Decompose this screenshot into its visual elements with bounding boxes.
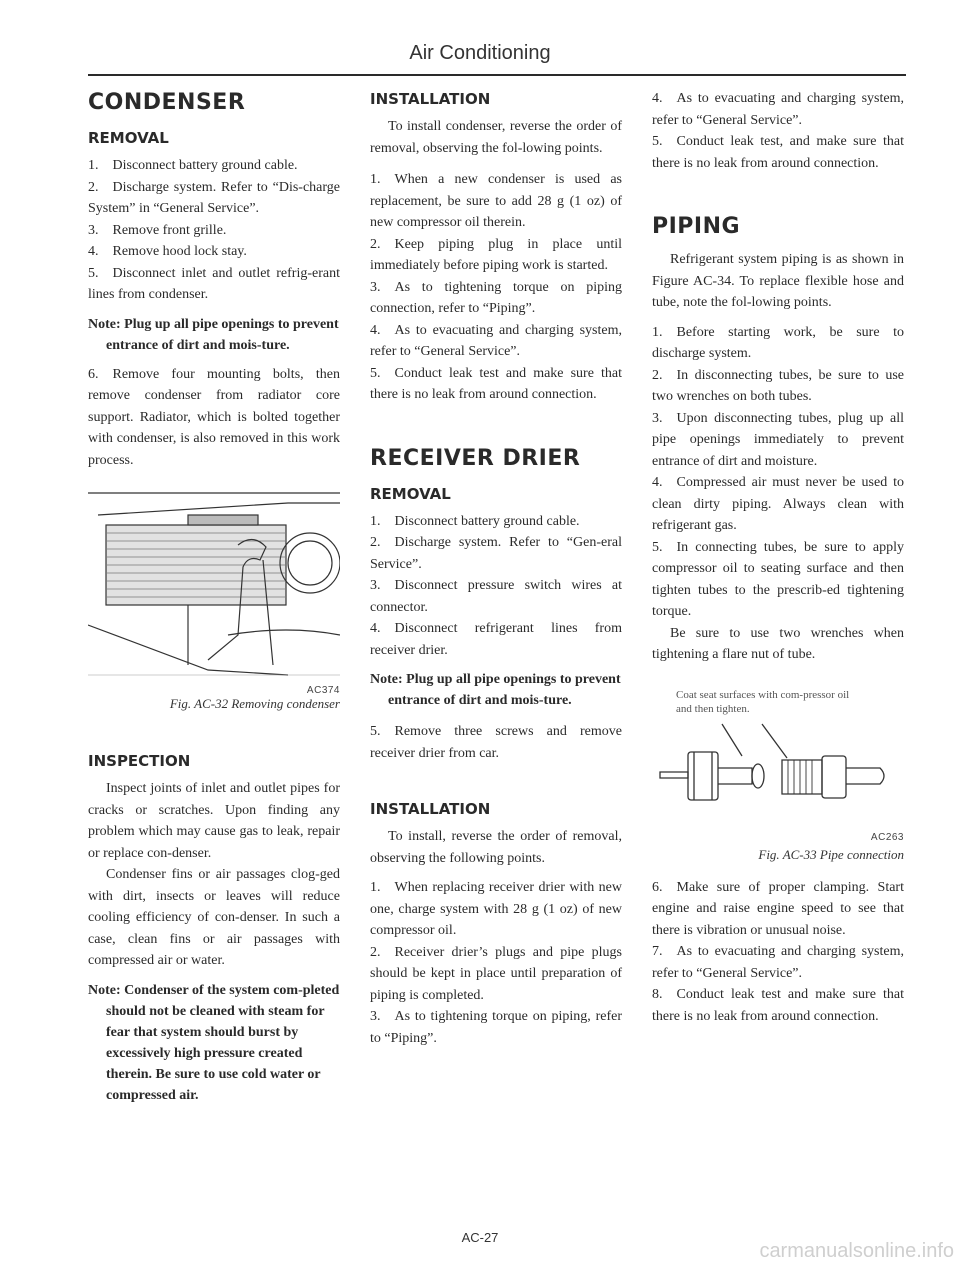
paragraph: To install, reverse the order of removal, observing the following points. xyxy=(370,829,622,866)
note-label: Note: xyxy=(370,672,403,687)
subsection-title-removal: REMOVAL xyxy=(88,129,169,147)
note-cleaning xyxy=(88,980,340,1106)
subsection-title-inspection: INSPECTION xyxy=(88,752,191,770)
note-text: Plug up all pipe openings to prevent entrance of dirt and mois-ture. xyxy=(388,672,621,708)
list-item: 1. Disconnect battery ground cable. xyxy=(88,158,298,173)
list-item: 4. As to evacuating and charging system, refer to “General Service”. xyxy=(652,91,904,128)
figure-code: AC263 xyxy=(870,831,904,843)
list-item: 5. Disconnect inlet and outlet refrig-erant lines from condenser. xyxy=(88,265,340,302)
list-item: 5. In connecting tubes, be sure to apply compressor oil to seating surface and then tighten tubes to the prescrib-ed tightening torque. xyxy=(652,539,904,619)
paragraph: Inspect joints of inlet and outlet pipes for cracks or scratches. Upon finding any problem which may cause gas to leak, repair or replace con-denser. xyxy=(88,781,340,861)
list-item: 2. Receiver drier’s plugs and pipe plugs should be kept in place until preparation of piping is completed. xyxy=(370,944,622,1003)
list-item: 3. As to tightening torque on piping connection, refer to “Piping”. xyxy=(370,279,622,316)
figure-removing-condenser xyxy=(88,485,340,712)
list-item: 4. As to evacuating and charging system, refer to “General Service”. xyxy=(370,322,622,359)
list-item: 1. When a new condenser is used as replacement, be sure to add 28 g (1 oz) of new compressor oil therein. xyxy=(370,172,622,230)
figure-caption: Fig. AC-32 Removing condenser xyxy=(169,696,340,711)
paragraph: Condenser fins or air passages clog-ged with dirt, insects or leaves will reduce cooling efficiency of con-denser. In such a case, clean fins or air passages with compressed air or water. xyxy=(88,867,340,968)
list-item: 5. Conduct leak test, and make sure that there is no leak from around connection. xyxy=(652,134,904,171)
figure-code: AC374 xyxy=(306,685,340,696)
paragraph: Be sure to use two wrenches when tightening a flare nut of tube. xyxy=(652,625,904,662)
list-item: 2. Discharge system. Refer to “Dis-charge System” in “General Service”. xyxy=(88,179,340,216)
list-item: 1. Before starting work, be sure to discharge system. xyxy=(652,324,904,361)
note-text: Plug up all pipe openings to prevent entrance of dirt and mois-ture. xyxy=(106,316,339,353)
figure-caption: Fig. AC-33 Pipe connection xyxy=(758,846,904,862)
subsection-title-installation: INSTALLATION xyxy=(370,800,491,818)
list-item: 5. Remove three screws and remove receiver drier from car. xyxy=(370,724,622,761)
section-title-condenser: CONDENSER xyxy=(88,90,246,115)
pipe-connection-illustration xyxy=(652,716,904,826)
list-item: 3. Disconnect pressure switch wires at connector. xyxy=(370,578,622,615)
note-plug-openings xyxy=(370,669,622,711)
paragraph: To install condenser, reverse the order of removal, observing the fol-lowing points. xyxy=(370,119,622,156)
header-rule xyxy=(88,74,906,76)
list-item: 7. As to evacuating and charging system, refer to “General Service”. xyxy=(652,944,904,981)
list-item: 6. Remove four mounting bolts, then remove condenser from radiator core support. Radiator, which is bolted together with condenser, is also removed in this work process. xyxy=(88,366,340,468)
note-label: Note: xyxy=(88,316,121,332)
column-right xyxy=(652,88,904,1027)
column-middle xyxy=(370,88,622,1049)
list-item: 2. In disconnecting tubes, be sure to use two wrenches on both tubes. xyxy=(652,367,904,404)
page-header-title: Air Conditioning xyxy=(409,42,551,64)
subsection-title-removal: REMOVAL xyxy=(370,484,451,503)
list-item: 3. Remove front grille. xyxy=(88,222,227,238)
page-number: AC-27 xyxy=(461,1230,499,1245)
note-text: Condenser of the system com-pleted should not be cleaned with steam for fear that system should burst by excessively high pressure created therein. Be sure to use cold water or compressed air. xyxy=(106,982,340,1103)
section-title-piping: PIPING xyxy=(652,214,741,239)
figure-pipe-connection xyxy=(652,688,904,863)
note-plug-openings xyxy=(88,314,340,356)
list-item: 5. Conduct leak test and make sure that there is no leak from around connection. xyxy=(370,365,622,402)
figure-note: Coat seat surfaces with com-pressor oil and then tighten. xyxy=(676,688,850,715)
list-item: 1. Disconnect battery ground cable. xyxy=(370,513,580,529)
list-item: 1. When replacing receiver drier with new one, charge system with 28 g (1 oz) of new compressor oil. xyxy=(370,880,622,938)
list-item: 3. As to tightening torque on piping, refer to “Piping”. xyxy=(370,1009,622,1046)
list-item: 4. Remove hood lock stay. xyxy=(88,244,247,259)
condenser-illustration xyxy=(88,485,340,685)
list-item: 2. Keep piping plug in place until immediately before piping work is started. xyxy=(370,236,622,273)
list-item: 6. Make sure of proper clamping. Start engine and raise engine speed to see that there is vibration or unusual noise. xyxy=(652,879,904,938)
list-item: 4. Disconnect refrigerant lines from receiver drier. xyxy=(370,621,622,658)
list-item: 2. Discharge system. Refer to “Gen-eral Service”. xyxy=(370,535,622,572)
paragraph: Refrigerant system piping is as shown in Figure AC-34. To replace flexible hose and tube, note the fol-lowing points. xyxy=(652,252,904,310)
list-item: 8. Conduct leak test and make sure that there is no leak from around connection. xyxy=(652,987,904,1024)
list-item: 4. Compressed air must never be used to clean dirty piping. Always clean with refrigerant gas. xyxy=(652,475,904,533)
note-label: Note: xyxy=(88,982,121,998)
section-title-receiver-drier: RECEIVER DRIER xyxy=(370,445,581,471)
list-item: 3. Upon disconnecting tubes, plug up all pipe openings immediately to prevent entrance of dirt and moisture. xyxy=(652,410,904,469)
watermark: carmanualsonline.info xyxy=(759,1240,954,1262)
subsection-title-installation: INSTALLATION xyxy=(370,90,491,108)
column-left xyxy=(88,88,340,1106)
